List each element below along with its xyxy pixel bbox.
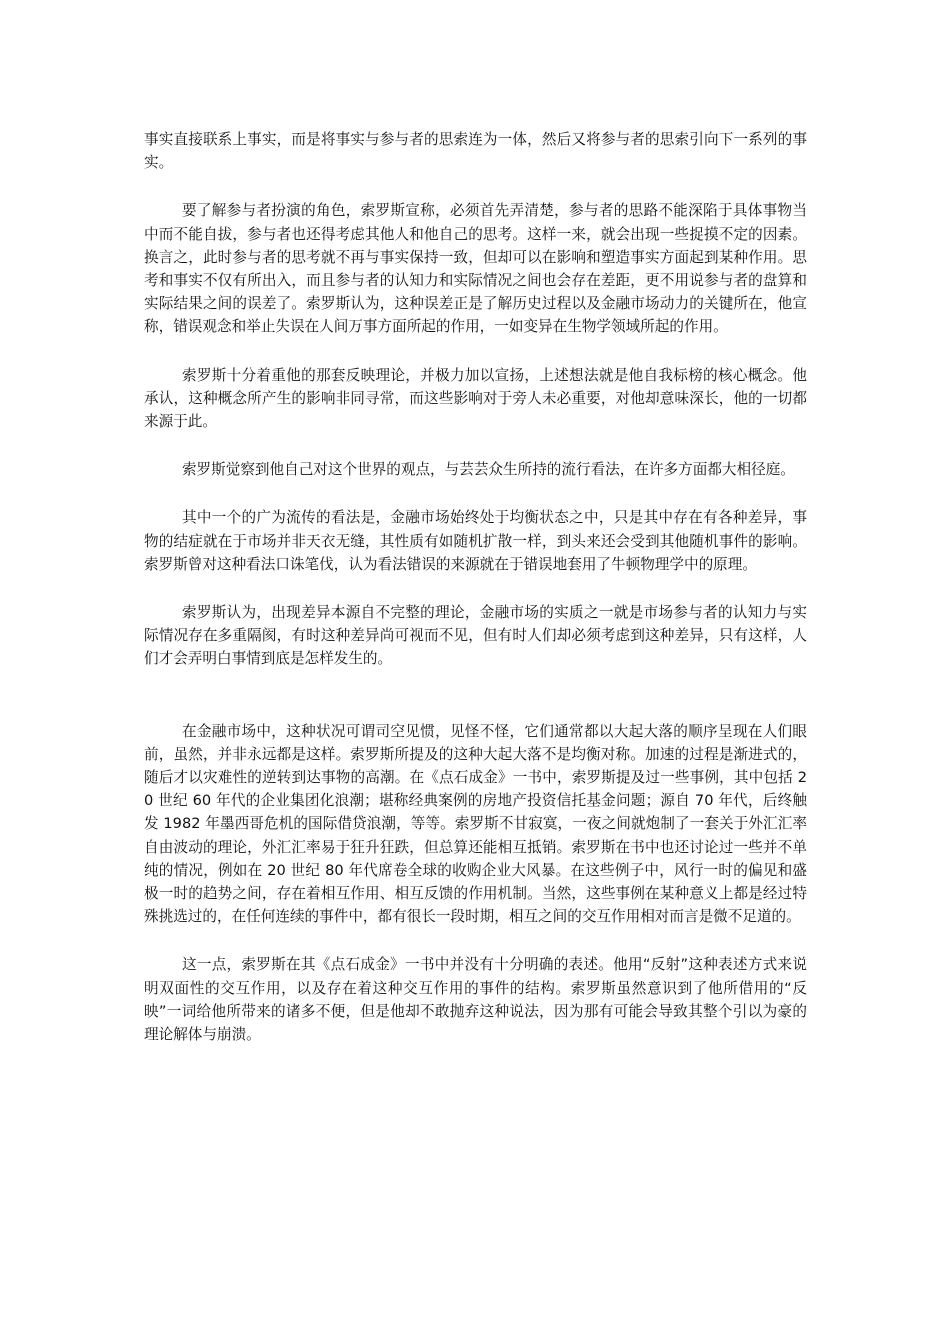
paragraph-8: 这一点，索罗斯在其《点石成金》一书中并没有十分明确的表述。他用“反射”这种表述方式来说明双面性的交互作用，以及存在着这种交互作用的事件的结构。索罗斯虽然意识到了他所借用的“反映”一词给他所带来的诸多不便，但是他却不敢抛弃这种说法，因为那有可能会导致其整个引以为豪的理论解体与崩溃。: [144, 956, 807, 1044]
paragraph-7: 在金融市场中，这种状况可谓司空见惯，见怪不怪，它们通常都以大起大落的顺序呈现在人们眼前，虽然，并非永远都是这样。索罗斯所提及的这种大起大落不是均衡对称。加速的过程是渐进式的，随后才以灾难性的逆转到达事物的高潮。在《点石成金》一书中，索罗斯提及过一些事例，其中包括 20 世纪 60 年代的企业集团化浪潮；堪称经典案例的房地产投资信托基金问题；源自 70 年代，后终触发 1982 年墨西哥危机的国际借贷浪潮，等等。索罗斯不甘寂寞，一夜之间就炮制了一套关于外汇汇率自由波动的理论，外汇汇率易于狂升狂跌，但总算还能相互抵销。索罗斯在书中也还讨论过一些并不单纯的情况，例如在 20 世纪 80 年代席卷全球的收购企业大风暴。在这些例子中，风行一时的偏见和盛极一时的趋势之间，存在着相互作用、相互反馈的作用机制。当然，这些事例在某种意义上都是经过特殊挑选过的，在任何连续的事件中，都有很长一段时期，相互之间的交互作用相对而言是微不足道的。: [144, 722, 807, 926]
paragraph-2: 要了解参与者扮演的角色，索罗斯宣称，必须首先弄清楚，参与者的思路不能深陷于具体事物当中而不能自拔，参与者也还得考虑其他人和他自己的思考。这样一来，就会出现一些捉摸不定的因素。换言之，此时参与者的思考就不再与事实保持一致，但却可以在影响和塑造事实方面起到某种作用。思考和事实不仅有所出入，而且参与者的认知力和实际情况之间也会存在差距，更不用说参与者的盘算和实际结果之间的误差了。索罗斯认为，这种误差正是了解历史过程以及金融市场动力的关键所在，他宣称，错误观念和举止失误在人间万事方面所起的作用，一如变异在生物学领域所起的作用。: [144, 202, 807, 336]
paragraph-6: 索罗斯认为，出现差异本源自不完整的理论，金融市场的实质之一就是市场参与者的认知力与实际情况存在多重隔阂，有时这种差异尚可视而不见，但有时人们却必须考虑到这种差异，只有这样，人们才会弄明白事情到底是怎样发生的。: [144, 604, 807, 668]
paragraph-1: 事实直接联系上事实，而是将事实与参与者的思索连为一体，然后又将参与者的思索引向下一系列的事实。: [144, 131, 807, 172]
document-page: [144, 128, 807, 1046]
paragraph-3: 索罗斯十分着重他的那套反映理论，并极力加以宣扬，上述想法就是他自我标榜的核心概念。他承认，这种概念所产生的影响非同寻常，而这些影响对于旁人未必重要，对他却意味深长，他的一切都来源于此。: [144, 366, 807, 431]
paragraph-5: 其中一个的广为流传的看法是，金融市场始终处于均衡状态之中，只是其中存在有各种差异，事物的结症就在于市场并非天衣无缝，其性质有如随机扩散一样，到头来还会受到其他随机事件的影响。索罗斯曾对这种看法口诛笔伐，认为看法错误的来源就在于错误地套用了牛顿物理学中的原理。: [144, 509, 807, 573]
paragraph-4: 索罗斯觉察到他自己对这个世界的观点，与芸芸众生所持的流行看法，在许多方面都大相径庭。: [181, 461, 795, 479]
